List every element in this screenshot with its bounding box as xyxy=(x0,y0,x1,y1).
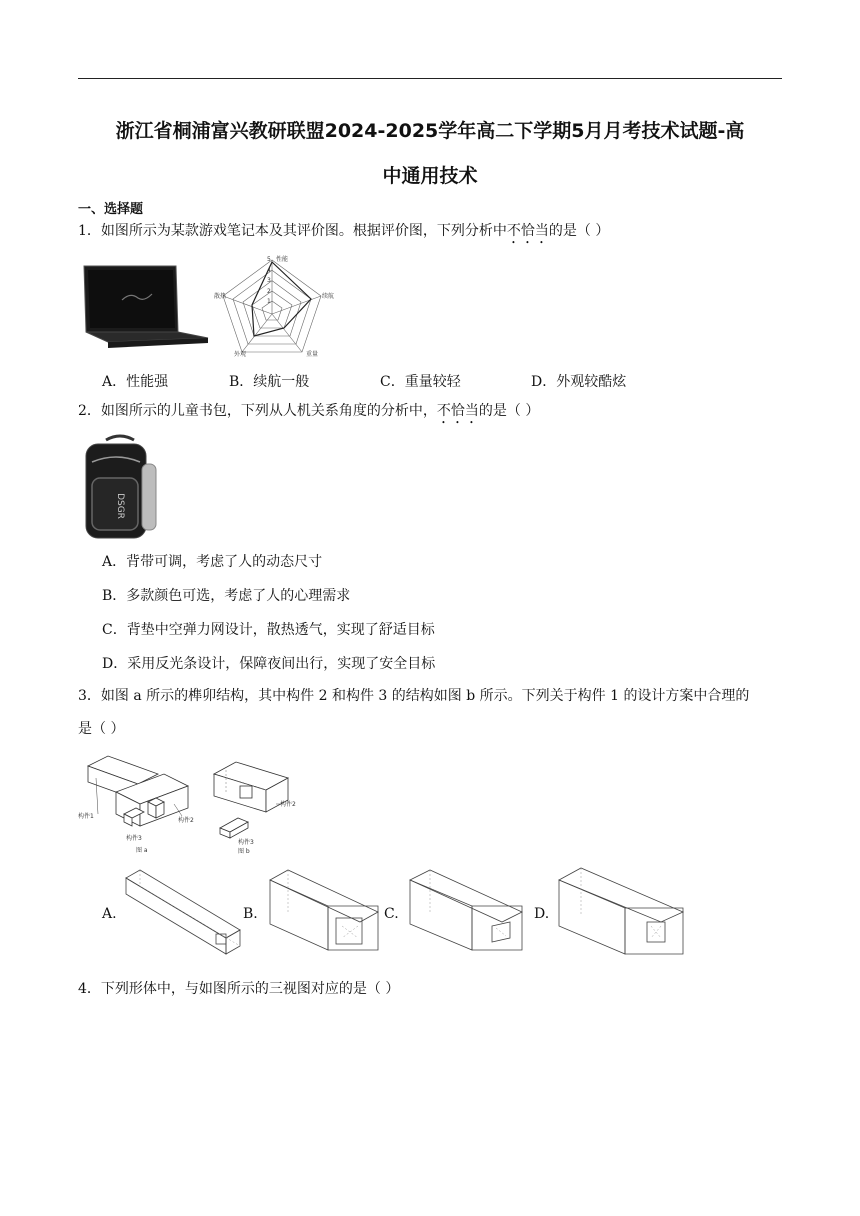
q3-option-b-label[interactable]: B. xyxy=(243,906,258,922)
radar-label-performance: 性能 xyxy=(276,256,289,263)
radar-scale-4: 4 xyxy=(267,267,271,274)
fig-a-caption: 图 a xyxy=(136,847,148,854)
q2-option-a[interactable]: A．背带可调，考虑了人的动态尺寸 xyxy=(102,554,323,570)
q1-option-d[interactable]: D．外观较酷炫 xyxy=(531,374,627,390)
q3-option-b-figure[interactable] xyxy=(266,866,382,956)
page-title-line1: 浙江省桐浦富兴教研联盟2024-2025学年高二下学期5月月考技术试题-高 xyxy=(115,120,745,142)
fig-a-part3-label: 构件3 xyxy=(126,835,142,842)
figure-b-parts xyxy=(206,752,306,856)
q3-option-d-label[interactable]: D. xyxy=(534,906,550,922)
figure-a-mortise-tenon xyxy=(78,752,208,856)
q1-stem-post: 的是（ ） xyxy=(548,223,610,239)
fig-b-part3-label: 构件3 xyxy=(238,839,254,846)
q2-stem-post: 的是（ ） xyxy=(478,403,540,419)
q2-option-b[interactable]: B．多款颜色可选，考虑了人的心理需求 xyxy=(102,588,351,604)
page-title-line2: 中通用技术 xyxy=(382,165,478,187)
radar-label-battery: 续航 xyxy=(322,293,335,300)
q3-option-c-figure[interactable] xyxy=(406,866,526,956)
section-heading: 一、选择题 xyxy=(78,202,144,217)
question-2-stem xyxy=(78,401,539,427)
radar-label-appearance: 外观 xyxy=(234,351,247,358)
question-1-stem xyxy=(78,221,609,247)
fig-a-part2-label: 构件2 xyxy=(178,817,194,824)
radar-scale-3: 3 xyxy=(267,277,271,284)
radar-scale-1: 1 xyxy=(267,298,271,305)
question-3-stem-line1: 3．如图 a 所示的榫卯结构，其中构件 2 和构件 3 的结构如图 b 所示。下列关于构件 1 的设计方案中合理的 xyxy=(78,688,750,704)
q3-option-a-figure[interactable] xyxy=(120,868,244,958)
q3-option-a-label[interactable]: A. xyxy=(102,906,117,922)
laptop-image xyxy=(78,264,212,354)
q1-option-b[interactable]: B．续航一般 xyxy=(229,374,310,390)
radar-label-cooling: 散热 xyxy=(214,293,227,300)
q3-option-c-label[interactable]: C. xyxy=(384,906,399,922)
q2-stem-emphasis: 不恰当 xyxy=(436,403,479,419)
fig-a-part1-label: 构件1 xyxy=(78,813,94,820)
q1-option-c[interactable]: C．重量较轻 xyxy=(380,374,461,390)
header-rule xyxy=(78,78,782,79)
fig-b-part2-label: 构件2 xyxy=(280,801,296,808)
radar-scale-2: 2 xyxy=(267,288,271,295)
q2-option-d[interactable]: D．采用反光条设计，保障夜间出行，实现了安全目标 xyxy=(102,656,436,672)
backpack-image xyxy=(78,434,162,540)
q2-stem-pre: 2．如图所示的儿童书包，下列从人机关系角度的分析中， xyxy=(78,403,437,419)
radar-scale-5: 5 xyxy=(267,256,271,263)
fig-b-caption: 图 b xyxy=(238,848,250,855)
q1-stem-emphasis: 不恰当 xyxy=(506,223,549,239)
question-3-stem-line2: 是（ ） xyxy=(78,721,125,737)
q1-option-a[interactable]: A．性能强 xyxy=(102,374,169,390)
radar-label-weight: 重量 xyxy=(306,351,319,358)
q3-option-d-figure[interactable] xyxy=(555,864,687,960)
radar-chart xyxy=(214,252,354,360)
q2-option-c[interactable]: C．背垫中空弹力网设计，散热透气，实现了舒适目标 xyxy=(102,622,435,638)
q1-stem-pre: 1．如图所示为某款游戏笔记本及其评价图。根据评价图，下列分析中 xyxy=(78,223,507,239)
backpack-logo-text: DSGR xyxy=(115,493,125,519)
question-4-stem: 4．下列形体中，与如图所示的三视图对应的是（ ） xyxy=(78,981,400,997)
